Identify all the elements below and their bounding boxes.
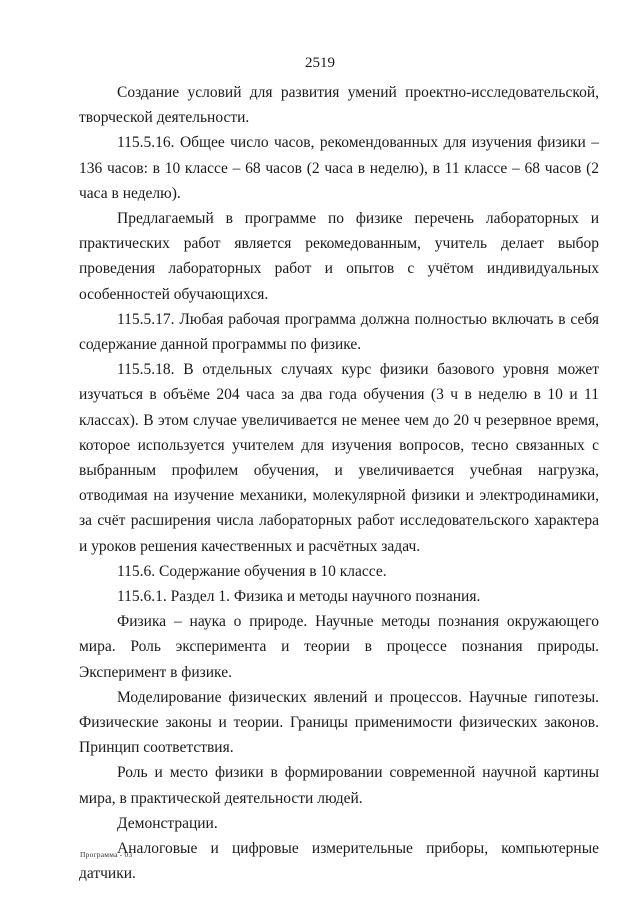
footer-label: Программа - 03	[80, 850, 133, 859]
paragraph-physics-science: Физика – наука о природе. Научные методы познания окружающего мира. Роль эксперимента и теории в процессе познания природы. Эксперимент в физике.	[79, 613, 599, 681]
paragraph-115-6-1: 115.6.1. Раздел 1. Физика и методы научного познания.	[117, 588, 481, 606]
paragraph-research-activity: Создание условий для развития умений проектно-исследовательской, творческой деятельности.	[79, 84, 599, 127]
paragraph-115-5-18: 115.5.18. В отдельных случаях курс физики базового уровня может изучаться в объёме 204 часа за два года обучения (3 ч в неделю в 10 и 11 классах). В этом случае увеличивается не менее чем до 20 ч резервное время, которое используется учителем для изучения вопросов, тесно связанных с выбранным профилем обучения, и увеличивается учебная нагрузка, отводимая на изучение механики, молекулярной физики и электродинамики, за счёт расширения числа лабораторных работ исследовательского характера и уроков решения качественных и расчётных задач.	[79, 361, 599, 555]
paragraph-instruments: Аналоговые и цифровые измерительные приборы, компьютерные датчики.	[79, 840, 599, 883]
paragraph-lab-works: Предлагаемый в программе по физике перечень лабораторных и практических работ является рекомедованным, учитель делает выбор проведения лабораторных работ и опытов с учётом индивидуальных особенностей обучающихся.	[79, 210, 599, 303]
paragraph-role-of-physics: Роль и место физики в формировании современной научной картины мира, в практической деятельности людей.	[79, 764, 599, 807]
paragraph-115-5-17: 115.5.17. Любая рабочая программа должна полностью включать в себя содержание данной программы по физике.	[79, 310, 599, 354]
paragraph-115-5-16: 115.5.16. Общее число часов, рекомендованных для изучения физики – 136 часов: в 10 классе – 68 часов (2 часа в неделю), в 11 классе – 68 часов (2 часа в неделю).	[79, 134, 599, 202]
page-number: 2519	[305, 55, 335, 71]
paragraph-demonstrations: Демонстрации.	[117, 814, 218, 832]
paragraph-115-6: 115.6. Содержание обучения в 10 классе.	[117, 562, 387, 580]
document-body	[79, 80, 599, 887]
paragraph-modeling: Моделирование физических явлений и процессов. Научные гипотезы. Физические законы и теории. Границы применимости физических законов. Принцип соответствия.	[79, 688, 599, 757]
